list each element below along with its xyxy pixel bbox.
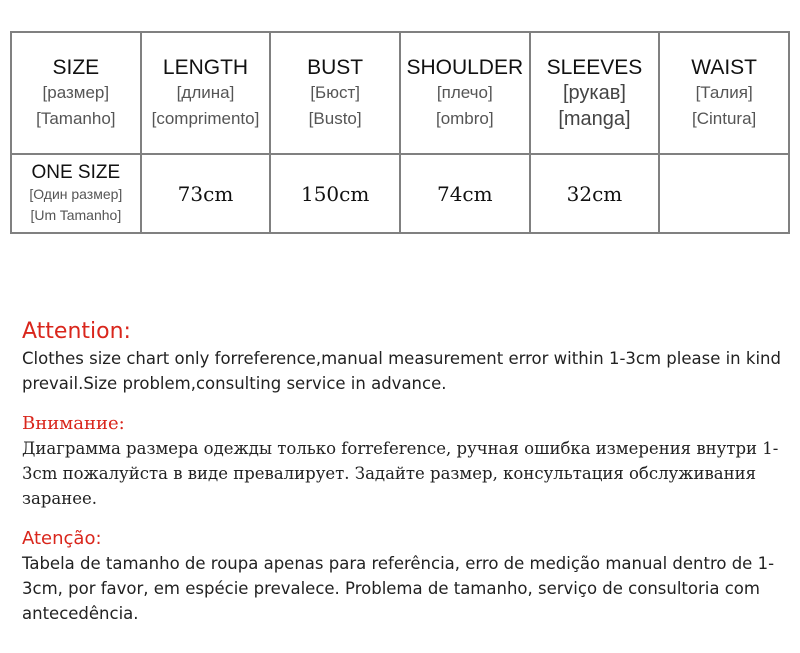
header-cell-waist <box>659 32 789 154</box>
header-size-label: SIZE <box>52 56 100 79</box>
header-cell-bust <box>270 32 400 154</box>
note-ru-title: Внимание: <box>22 413 125 434</box>
note-russian <box>22 412 782 511</box>
size-value-pt: [Um Tamanho] <box>30 206 122 223</box>
length-value: 73cm <box>177 181 234 206</box>
size-value-ru: [Один размер] <box>29 185 123 202</box>
note-en-title: Attention: <box>22 319 131 344</box>
header-length-ru: [длина] <box>176 83 235 102</box>
header-sleeves-pt: [manga] <box>558 108 631 130</box>
header-row <box>11 32 789 154</box>
note-en-body: Clothes size chart only forreference,manual measurement error within 1-3cm please in kind prevail.Size problem,consulting service in advance. <box>22 349 781 393</box>
shoulder-value: 74cm <box>436 181 493 206</box>
header-cell-size <box>11 32 141 154</box>
header-cell-sleeves <box>530 32 660 154</box>
header-sleeves-label: SLEEVES <box>546 56 643 79</box>
value-cell-bust <box>270 154 400 233</box>
header-length-label: LENGTH <box>162 56 249 79</box>
header-shoulder-pt: [ombro] <box>435 109 494 128</box>
note-english <box>22 318 782 396</box>
header-cell-length <box>141 32 271 154</box>
header-size-pt: [Tamanho] <box>36 109 116 128</box>
note-pt-title: Atenção: <box>22 528 102 549</box>
header-length-pt: [comprimento] <box>151 109 260 128</box>
note-pt-body: Tabela de tamanho de roupa apenas para referência, erro de medição manual dentro de 1-3cm, por favor, em espécie prevalece. Problema de tamanho, serviço de consultoria com antecedência. <box>22 554 775 623</box>
value-cell-sleeves <box>530 154 660 233</box>
header-shoulder-ru: [плечо] <box>436 83 493 102</box>
value-cell-length <box>141 154 271 233</box>
header-bust-ru: [Бюст] <box>310 83 360 102</box>
header-waist-label: WAIST <box>691 56 757 79</box>
header-shoulder-label: SHOULDER <box>406 56 524 79</box>
size-chart-table <box>10 31 790 234</box>
notes-section <box>22 318 782 626</box>
bust-value: 150cm <box>300 181 370 206</box>
header-bust-pt: [Busto] <box>308 109 362 128</box>
header-bust-label: BUST <box>307 56 364 79</box>
value-row <box>11 154 789 233</box>
header-waist-pt: [Cintura] <box>692 109 757 128</box>
sleeves-value: 32cm <box>566 181 623 206</box>
value-cell-shoulder <box>400 154 530 233</box>
header-sleeves-ru: [рукав] <box>562 82 626 104</box>
size-value: ONE SIZE <box>31 161 121 183</box>
header-waist-ru: [Талия] <box>695 83 753 102</box>
header-cell-shoulder <box>400 32 530 154</box>
note-portuguese <box>22 527 782 626</box>
value-cell-waist <box>659 154 789 233</box>
note-ru-body: Диаграмма размера одежды только forreference, ручная ошибка измерения внутри 1-3cm пожалуйста в виде превалирует. Задайте размер, консультация обслуживания заранее. <box>22 439 779 508</box>
value-cell-size <box>11 154 141 233</box>
header-size-ru: [размер] <box>42 83 110 102</box>
